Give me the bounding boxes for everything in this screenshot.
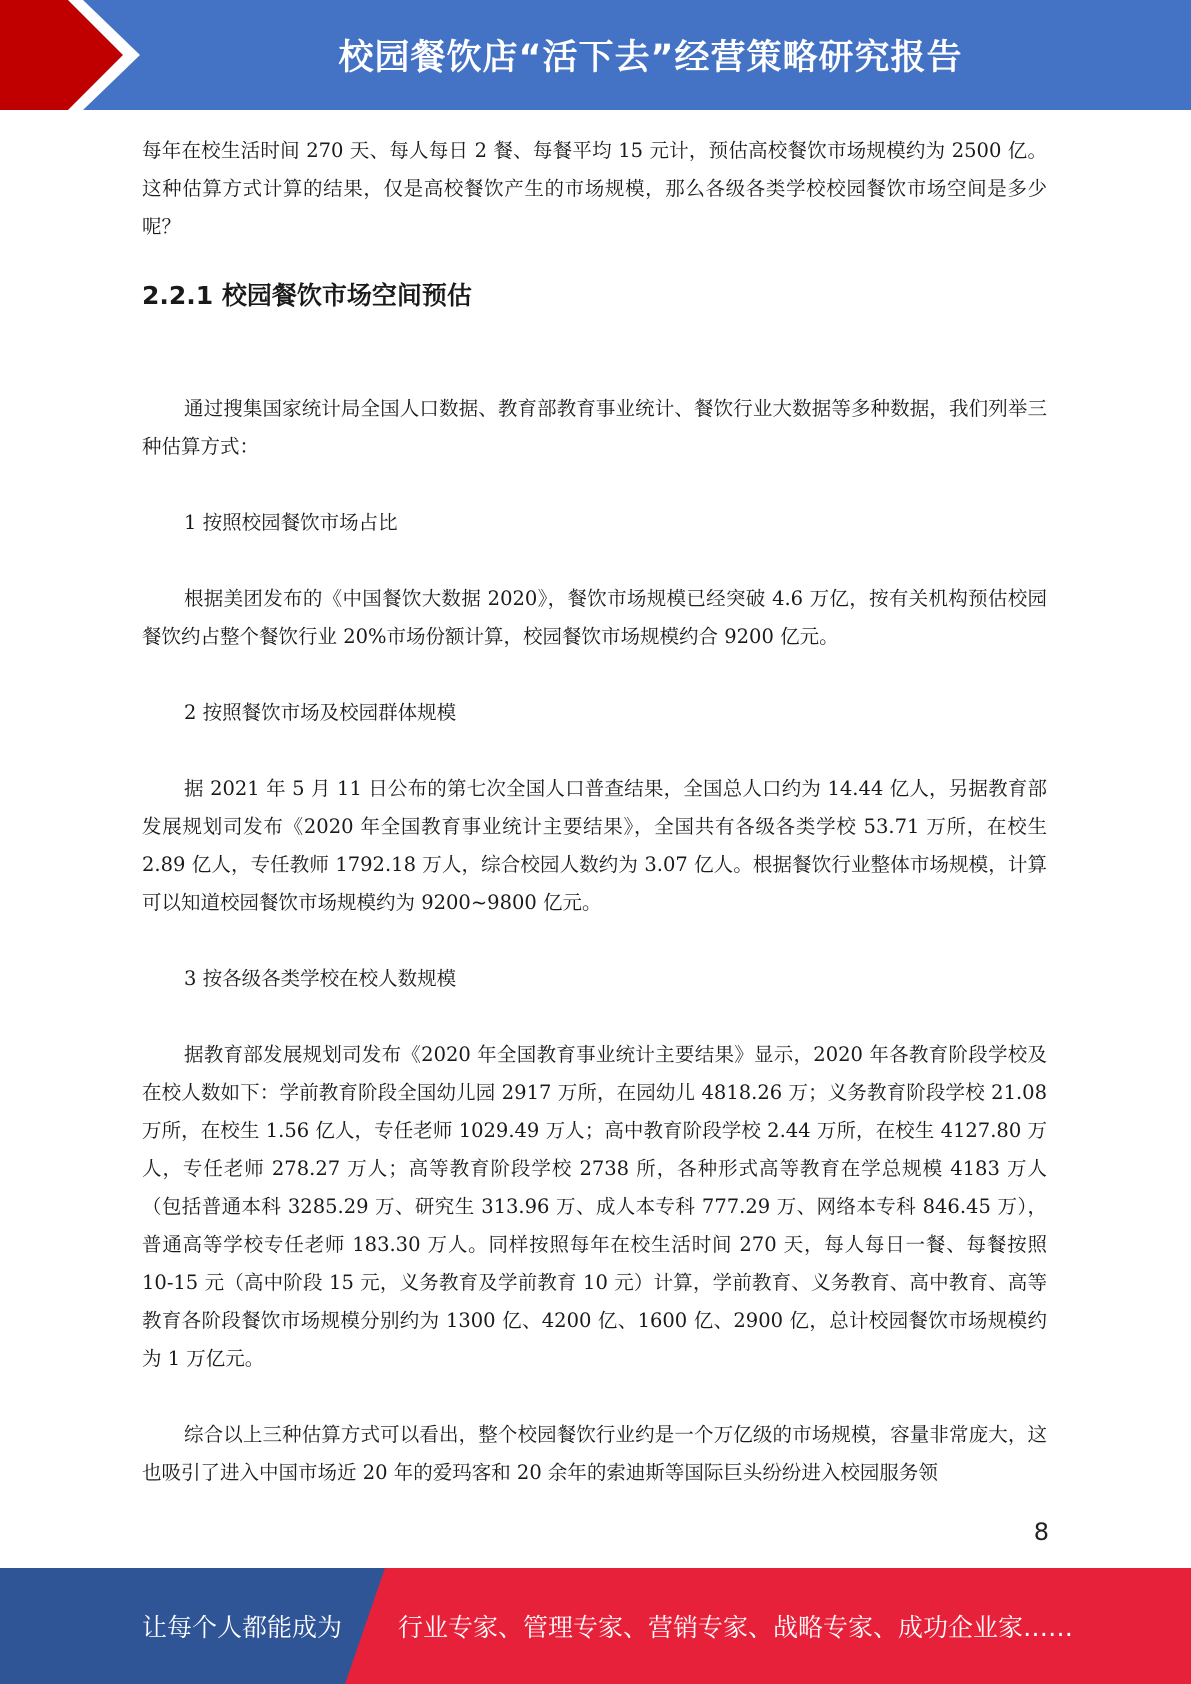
page-footer [0, 1568, 1191, 1684]
footer-slogan-right: 行业专家、管理专家、营销专家、战略专家、成功企业家…… [398, 1613, 1074, 1642]
method-3-paragraph: 据教育部发展规划司发布《2020 年全国教育事业统计主要结果》显示，2020 年各教育阶段学校及在校人数如下：学前教育阶段全国幼儿园 2917 万所，在园幼儿 4818.26 万；义务教育阶段学校 21.08 万所，在校生 1.56 亿人，专任老师 1029.49 万人；高中教育阶段学校 2.44 万所，在校生 4127.80 万人，专任老师 278.27 万人；高等教育阶段学校 2738 所，各种形式高等教育在学总规模 4183 万人（包括普通本科 3285.29 万、研究生 313.96 万、成人本专科 777.29 万、网络本专科 846.45 万），普通高等学校专任老师 183.30 万人。同样按照每年在校生活时间 270 天，每人每日一餐、每餐按照 10-15 元（高中阶段 15 元，义务教育及学前教育 10 元）计算，学前教育、义务教育、高中教育、高等教育各阶段餐饮市场规模分别约为 1300 亿、4200 亿、1600 亿、2900 亿，总计校园餐饮市场规模约为 1 万亿元。 [142, 1043, 1047, 1370]
page-header [0, 0, 1191, 110]
method-1-paragraph: 根据美团发布的《中国餐饮大数据 2020》，餐饮市场规模已经突破 4.6 万亿，按有关机构预估校园餐饮约占整个餐饮行业 20%市场份额计算，校园餐饮市场规模约合 9200 亿元。 [142, 587, 1047, 648]
header-chevron-decoration [0, 0, 160, 110]
summary-paragraph: 综合以上三种估算方式可以看出，整个校园餐饮行业约是一个万亿级的市场规模，容量非常庞大，这也吸引了进入中国市场近 20 年的爱玛客和 20 余年的索迪斯等国际巨头纷纷进入校园服务领 [142, 1423, 1047, 1484]
section-heading: 2.2.1 校园餐饮市场空间预估 [142, 281, 472, 310]
document-body [142, 132, 1047, 1492]
method-2-paragraph: 据 2021 年 5 月 11 日公布的第七次全国人口普查结果，全国总人口约为 14.44 亿人，另据教育部发展规划司发布《2020 年全国教育事业统计主要结果》，全国共有各级各类学校 53.71 万所，在校生 2.89 亿人，专任教师 1792.18 万人，综合校园人数约为 3.07 亿人。根据餐饮行业整体市场规模，计算可以知道校园餐饮市场规模约为 9200~9800 亿元。 [142, 777, 1047, 914]
method-3-title: 3 按各级各类学校在校人数规模 [184, 967, 457, 990]
intro-paragraph: 每年在校生活时间 270 天、每人每日 2 餐、每餐平均 15 元计，预估高校餐饮市场规模约为 2500 亿。这种估算方式计算的结果，仅是高校餐饮产生的市场规模，那么各级各类学校校园餐饮市场空间是多少呢？ [142, 139, 1047, 238]
method-1-title: 1 按照校园餐饮市场占比 [184, 511, 398, 534]
methods-intro-paragraph: 通过搜集国家统计局全国人口数据、教育部教育事业统计、餐饮行业大数据等多种数据，我们列举三种估算方式： [142, 397, 1047, 458]
method-2-title: 2 按照餐饮市场及校园群体规模 [184, 701, 457, 724]
document-title: 校园餐饮店“活下去”经营策略研究报告 [338, 38, 963, 78]
footer-slogan-left: 让每个人都能成为 [142, 1613, 343, 1642]
page-number: 8 [1033, 1518, 1049, 1546]
